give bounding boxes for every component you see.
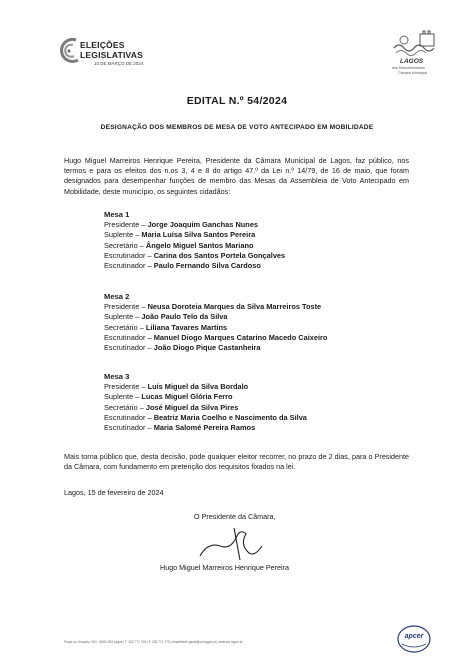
member-row: Presidente – Luís Miguel da Silva Bordalo xyxy=(104,382,249,392)
document-date: Lagos, 15 de fevereiro de 2024 xyxy=(64,488,164,497)
signature-role: O Presidente da Câmara, xyxy=(194,512,276,521)
mesa-3 xyxy=(104,372,307,433)
member-role: Presidente xyxy=(104,220,140,230)
mesa-title: Mesa 3 xyxy=(104,372,130,381)
mesa-title: Mesa 1 xyxy=(104,210,130,219)
member-role: Suplente xyxy=(104,230,134,240)
member-role: Suplente xyxy=(104,392,134,402)
elections-logo xyxy=(56,36,166,80)
intro-paragraph: Hugo Miguel Marreiros Henrique Pereira, Presidente da Câmara Municipal de Lagos, faz público, nos termos e para os efeitos dos n.os 3, 4 e 8 do artigo 47.º da Lei n.º 14/79, de 16 de maio, que foram designados para desempenhar funções de membro das Mesas da Assembleia de Voto Antecipado em Mobilidade, deste município, os seguintes cidadãos: xyxy=(64,156,409,196)
member-role: Escrutinador xyxy=(104,423,146,433)
page-subtitle: DESIGNAÇÃO DOS MEMBROS DE MESA DE VOTO ANTECIPADO EM MOBILIDADE xyxy=(100,124,374,131)
member-role: Escrutinador xyxy=(104,412,146,422)
member-row: Suplente – João Paulo Telo da Silva xyxy=(104,312,228,322)
member-row: Escrutinador – Manuel Diogo Marques Catarino Macedo Caixeiro xyxy=(104,332,328,342)
elections-swirl-icon xyxy=(56,36,82,66)
member-name: Neusa Doroteia Marques da Silva Marreiros Toste xyxy=(147,302,322,312)
signature-name: Hugo Miguel Marreiros Henrique Pereira xyxy=(160,563,290,572)
member-row: Escrutinador – Maria Salomé Pereira Ramos xyxy=(104,423,256,433)
certification-stamp-icon xyxy=(396,624,432,654)
member-row: Presidente – Neusa Doroteia Marques da Silva Marreiros Toste xyxy=(104,302,322,312)
logo-line1: ELEIÇÕES xyxy=(80,40,125,50)
member-name: Jorge Joaquim Ganchas Nunes xyxy=(147,220,259,230)
logo-line2: LEGISLATIVAS xyxy=(80,50,144,60)
member-role: Secretário xyxy=(104,322,138,332)
logo-date: 10 DE MARÇO DE 2024 xyxy=(94,61,144,66)
member-role: Secretário xyxy=(104,240,138,250)
member-row: Presidente – Jorge Joaquim Ganchas Nunes xyxy=(104,220,259,230)
lagos-name: LAGOS xyxy=(400,58,424,65)
member-row: Suplente – Maria Luísa Silva Santos Pereira xyxy=(104,230,256,240)
member-role: Escrutinador xyxy=(104,250,146,260)
member-name: Beatriz Maria Coelho e Nascimento da Silva xyxy=(153,412,307,422)
member-name: Maria Salomé Pereira Ramos xyxy=(153,423,256,433)
member-name: Lucas Miguel Glória Ferro xyxy=(141,392,233,402)
member-role: Presidente xyxy=(104,302,140,312)
member-name: Carina dos Santos Portela Gonçalves xyxy=(153,250,286,260)
member-name: Maria Luísa Silva Santos Pereira xyxy=(141,230,256,240)
lagos-sub1: dos Descobrimentos xyxy=(392,66,425,70)
signature-drawing xyxy=(190,520,280,566)
member-name: João Paulo Telo da Silva xyxy=(141,312,228,322)
mesa-title: Mesa 2 xyxy=(104,292,130,301)
member-row: Escrutinador – Paulo Fernando Silva Cardoso xyxy=(104,261,261,271)
member-role: Secretário xyxy=(104,402,138,412)
member-role: Escrutinador xyxy=(104,261,146,271)
member-name: Luís Miguel da Silva Bordalo xyxy=(147,382,249,392)
member-role: Escrutinador xyxy=(104,332,146,342)
lagos-coat-icon xyxy=(392,28,440,58)
page-title: EDITAL N.º 54/2024 xyxy=(186,95,288,107)
member-row: Secretário – Liliana Tavares Martins xyxy=(104,322,228,332)
member-row: Escrutinador – Beatriz Maria Coelho e Nascimento da Silva xyxy=(104,412,307,422)
closing-paragraph: Mais torna público que, desta decisão, pode qualquer eleitor recorrer, no prazo de 2 dias, para o Presidente da Câmara, com fundamento em preterição dos requisitos fixados na lei. xyxy=(64,452,409,472)
footer-address: Praça do Gonçalo, S/N · 8600-293 Lagos | T. 282 771 700 | F. 282 771 775 | expediente.geral@cm-lagos.pt | www.cm-lagos.pt xyxy=(64,640,243,644)
member-role: Escrutinador xyxy=(104,343,146,353)
member-row: Escrutinador – Carina dos Santos Portela Gonçalves xyxy=(104,250,286,260)
member-name: Paulo Fernando Silva Cardoso xyxy=(153,261,261,271)
lagos-logo xyxy=(386,28,446,80)
member-row: Secretário – José Miguel da Silva Pires xyxy=(104,402,239,412)
member-name: Manuel Diogo Marques Catarino Macedo Caixeiro xyxy=(153,332,328,342)
member-name: Liliana Tavares Martins xyxy=(145,322,228,332)
member-row: Secretário – Ângelo Miguel Santos Mariano xyxy=(104,240,254,250)
mesa-1 xyxy=(104,210,285,271)
lagos-sub2: Câmara Municipal xyxy=(398,71,427,75)
member-row: Suplente – Lucas Miguel Glória Ferro xyxy=(104,392,233,402)
mesa-2 xyxy=(104,292,327,353)
stamp-label: apcer xyxy=(404,633,424,640)
member-name: Ângelo Miguel Santos Mariano xyxy=(145,240,254,250)
member-row: Escrutinador – João Diogo Pique Castanheira xyxy=(104,343,261,353)
member-role: Presidente xyxy=(104,382,140,392)
member-name: João Diogo Pique Castanheira xyxy=(153,343,261,353)
member-role: Suplente xyxy=(104,312,134,322)
member-name: José Miguel da Silva Pires xyxy=(145,402,239,412)
